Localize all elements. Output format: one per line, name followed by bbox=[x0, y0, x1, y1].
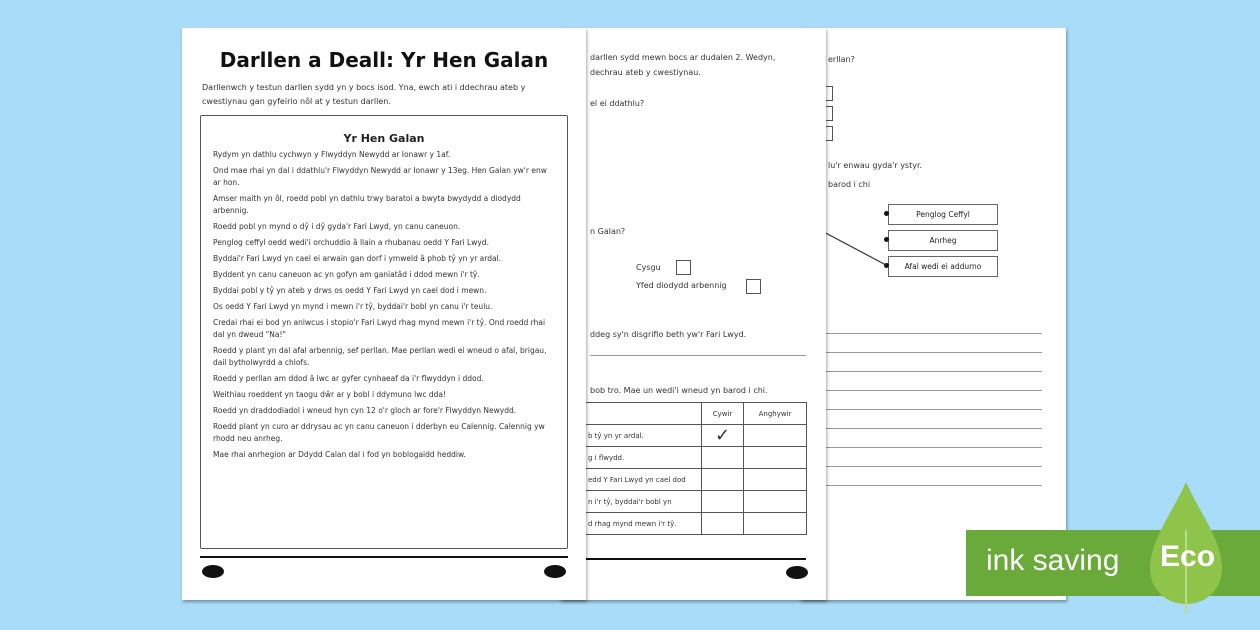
checkbox[interactable] bbox=[676, 260, 691, 275]
paragraph: Byddai'r Fari Lwyd yn cael ei arwain gan dorf i ymweld â phob tŷ yn yr ardal. bbox=[213, 254, 502, 263]
twinkl-logo-icon bbox=[202, 565, 224, 578]
question-text: n Galan? bbox=[590, 227, 626, 236]
question-text: el ei ddathlu? bbox=[590, 99, 645, 108]
footer-line bbox=[200, 556, 568, 558]
option-label: Yfed diodydd arbennig bbox=[636, 281, 727, 290]
intro-text: Darllenwch y testun darllen sydd yn y bocs isod. Yna, ewch ati i ddechrau ateb y cwestiynau gan gyfeirio nôl at y testun darllen. bbox=[202, 83, 526, 106]
paragraph: Mae rhai anrhegion ar Ddydd Calan dal i fod yn boblogaidd heddiw. bbox=[213, 450, 466, 459]
answer-line bbox=[826, 371, 1042, 372]
true-false-table bbox=[584, 402, 807, 535]
paragraph: Roedd pobl yn mynd o dŷ i dŷ gyda'r Fari Lwyd, yn canu caneuon. bbox=[213, 222, 461, 231]
paragraph: Penglog ceffyl oedd wedi'i orchuddio â llain a rhubanau oedd Y Fari Lwyd. bbox=[213, 238, 489, 247]
question-text: bob tro. Mae un wedi'i wneud yn barod i chi. bbox=[590, 386, 768, 395]
paragraph: Amser maith yn ôl, roedd pobl yn dathlu trwy baratoi a bwyta bwydydd a diodydd arbennig. bbox=[213, 194, 521, 215]
match-box: Anrheg bbox=[888, 230, 998, 251]
answer-line bbox=[826, 390, 1042, 391]
paragraph: Roedd y plant yn dal afal arbennig, sef perllan. Mae perllan wedi ei wneud o afal, brigau, dail bytholwyrdd a chlofs. bbox=[213, 346, 547, 367]
table-row: edd Y Fari Lwyd yn cael dod bbox=[585, 469, 807, 491]
intro-text: darllen sydd mewn bocs ar dudalen 2. Wedyn, bbox=[590, 53, 776, 62]
paragraph: Roedd yn draddodiadol i wneud hyn cyn 12 o'r gloch ar fore'r Flwyddyn Newydd. bbox=[213, 406, 517, 415]
answer-line bbox=[826, 466, 1042, 467]
match-box: Penglog Ceffyl bbox=[888, 204, 998, 225]
col-header: Anghywir bbox=[744, 403, 807, 425]
col-header: Cywir bbox=[702, 403, 744, 425]
twinkl-logo-icon bbox=[786, 566, 808, 579]
table-row: d rhag mynd mewn i'r tŷ. bbox=[585, 513, 807, 535]
question-text: lu'r enwau gyda'r ystyr. bbox=[828, 161, 923, 170]
checkbox[interactable] bbox=[746, 279, 761, 294]
table-row: b tŷ yn yr ardal. ✓ bbox=[585, 425, 807, 447]
check-icon[interactable]: ✓ bbox=[702, 425, 744, 447]
table-row: n i'r tŷ, byddai'r bobl yn bbox=[585, 491, 807, 513]
twinkl-logo-icon bbox=[544, 565, 566, 578]
question-text: barod i chi bbox=[828, 180, 871, 189]
answer-line bbox=[826, 485, 1042, 486]
answer-line bbox=[826, 428, 1042, 429]
paragraph: Roedd y perllan am ddod â lwc ar gyfer cynhaeaf da i'r flwyddyn i ddod. bbox=[213, 374, 484, 383]
paragraph: Os oedd Y Fari Lwyd yn mynd i mewn i'r tŷ, byddai'r bobl yn canu i'r teulu. bbox=[213, 302, 493, 311]
worksheet-page-3 bbox=[800, 28, 1066, 600]
eco-label: Eco bbox=[1160, 540, 1216, 573]
footer-line bbox=[586, 558, 806, 560]
answer-line bbox=[590, 355, 806, 356]
paragraph: Ond mae rhai yn dal i ddathlu'r Flwyddyn Newydd ar Ionawr y 13eg. Hen Galan yw'r enw ar hon. bbox=[213, 166, 547, 187]
answer-line bbox=[826, 333, 1042, 334]
paragraph: Byddent yn canu caneuon ac yn gofyn am ganiatâd i ddod mewn i'r tŷ. bbox=[213, 270, 480, 279]
badge-label: ink saving bbox=[986, 544, 1120, 577]
paragraph: Rydym yn dathlu cychwyn y Flwyddyn Newydd ar Ionawr y 1af. bbox=[213, 150, 451, 159]
box-title: Yr Hen Galan bbox=[343, 132, 425, 145]
match-box: Afal wedi ei addurno bbox=[888, 256, 998, 277]
option-label: Cysgu bbox=[636, 263, 661, 272]
question-text: ddeg sy'n disgrifio beth yw'r Fari Lwyd. bbox=[590, 330, 747, 339]
page-title: Darllen a Deall: Yr Hen Galan bbox=[219, 48, 549, 72]
paragraph: Roedd plant yn curo ar ddrysau ac yn canu caneuon i dderbyn eu Calennig. Calennig yw rhodd neu anrheg. bbox=[213, 422, 545, 443]
answer-line bbox=[826, 409, 1042, 410]
paragraph: Byddai pobl y tŷ yn ateb y drws os oedd Y Fari Lwyd yn cael dod i mewn. bbox=[213, 286, 487, 295]
intro-text: dechrau ateb y cwestiynau. bbox=[590, 68, 701, 77]
question-text: erllan? bbox=[828, 55, 855, 64]
table-row: g i flwydd. bbox=[585, 447, 807, 469]
paragraph: Weithiau roeddent yn taogu dŵr ar y bobl i ddymuno lwc dda! bbox=[213, 390, 447, 399]
worksheet-page-2 bbox=[560, 28, 826, 600]
worksheet-page-1 bbox=[182, 28, 586, 600]
answer-line bbox=[826, 447, 1042, 448]
reading-text-box bbox=[200, 115, 568, 549]
answer-line bbox=[826, 352, 1042, 353]
paragraph: Credai rhai ei bod yn anlwcus i stopio'r Fari Lwyd rhag mynd mewn i'r tŷ. Ond roedd rhai dal yn dweud "Na!" bbox=[213, 318, 546, 339]
